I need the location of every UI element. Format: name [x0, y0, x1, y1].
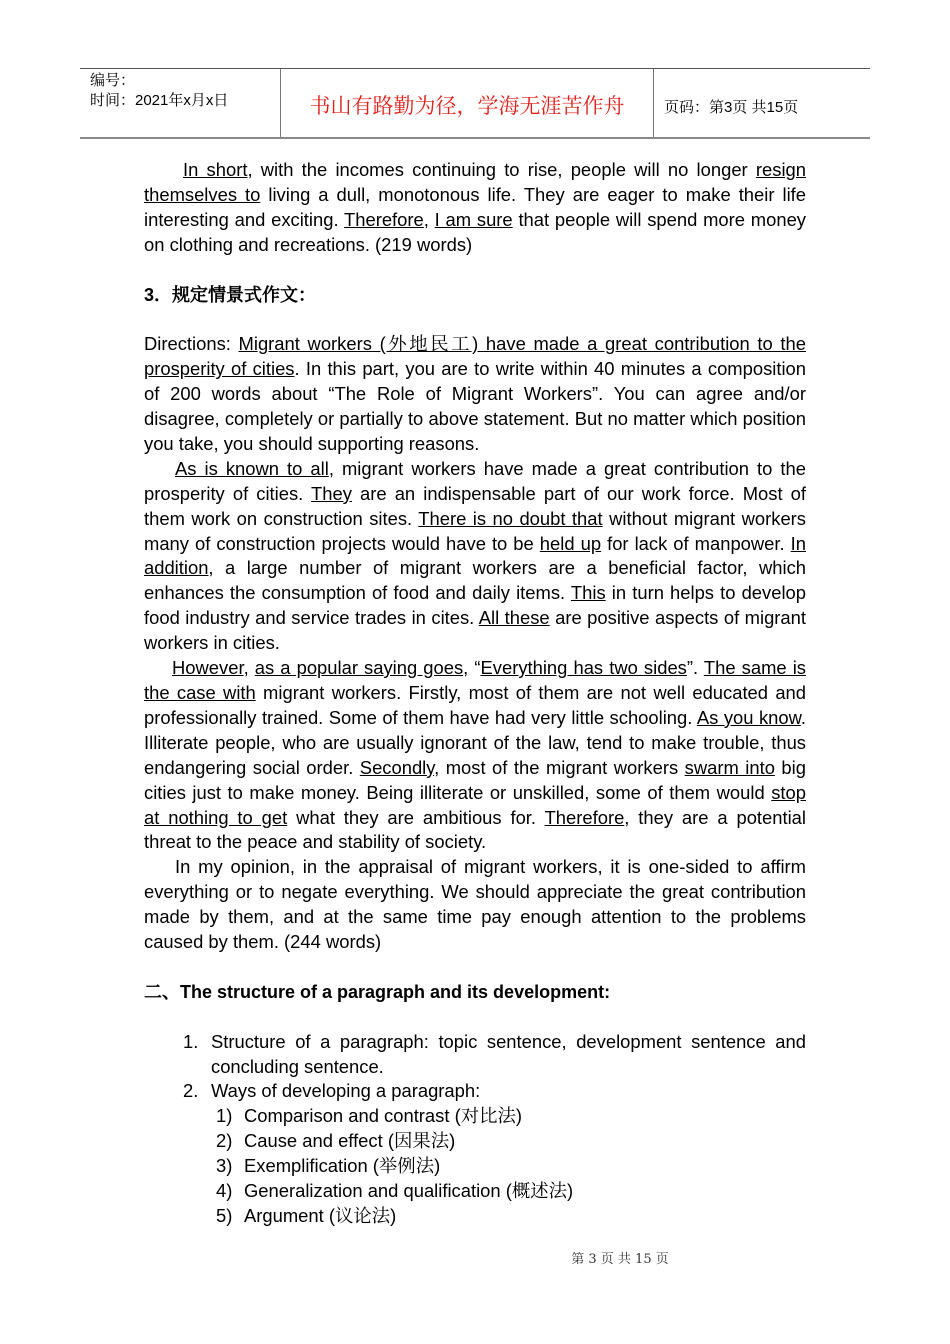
underlined-phrase: This — [570, 582, 606, 604]
paragraph — [144, 656, 806, 855]
underlined-phrase: I am sure — [434, 208, 513, 230]
text-run: are an indispensable part of our work force. Most of them work on construction sites. — [144, 482, 806, 529]
text-run: 二、The structure of a paragraph and its development: — [144, 981, 611, 1002]
text-run: ”. — [686, 657, 704, 679]
list-text: Exemplification (举例法) — [244, 1155, 441, 1177]
underlined-phrase: There is no doubt that — [418, 507, 603, 529]
document-body — [144, 158, 806, 1229]
text-run: big cities just to make money. Being illiterate or unskilled, some of them would — [144, 756, 806, 803]
text-run: are positive aspects of migrant workers in cities. — [144, 607, 806, 654]
underlined-phrase: resign themselves to — [144, 159, 806, 205]
list-item — [144, 1079, 806, 1104]
list-text: Structure of a paragraph: topic sentence, development sentence and concluding sentence. — [211, 1030, 806, 1077]
underlined-phrase: All these — [478, 607, 550, 629]
text-run: for lack of manpower. — [601, 532, 791, 554]
text-run: , with the incomes continuing to rise, people will no longer — [247, 159, 756, 180]
text-run: , migrant workers have made a great contribution to the prosperity of cities. — [144, 457, 806, 504]
underlined-phrase: Secondly — [359, 756, 435, 778]
underlined-phrase: In addition — [144, 532, 806, 579]
page-footer: 第 3 页 共 15 页 — [571, 1252, 669, 1267]
underlined-phrase: Therefore — [544, 806, 625, 828]
list-number: 2) — [216, 1130, 233, 1152]
list-number: 4) — [216, 1180, 233, 1202]
list-number: 1) — [216, 1105, 233, 1127]
header-motto: 书山有路勤为径，学海无涯苦作舟 — [281, 69, 654, 137]
header-info-cell — [80, 69, 281, 137]
list-item — [144, 1030, 806, 1080]
text-run: living a dull, monotonous life. They are eager to make their life interesting and exciting. — [144, 183, 806, 230]
text-run: . In this part, you are to write within 40 minutes a composition of 200 words about “The Role of Migrant Workers”. You can agree and/or disagree, completely or partially to above statement. But no matter which position you take, you should supporting reasons. — [144, 358, 807, 454]
text-run: without migrant workers many of construction projects would have to be — [144, 507, 806, 554]
text-run: , a large number of migrant workers are a beneficial factor, which enhances the consumption of food and daily items. — [144, 557, 806, 604]
text-run: 3．规定情景式作文： — [144, 284, 317, 305]
section-heading — [144, 283, 806, 308]
text-run: migrant workers. Firstly, most of them are not well educated and professionally trained. Some of them have had very little schooling. — [144, 682, 807, 728]
list-number: 5) — [216, 1205, 233, 1226]
underlined-phrase: held up — [539, 532, 602, 554]
list-number: 1. — [183, 1030, 199, 1052]
header-page-label: 页码：第3页 共15页 — [664, 98, 799, 116]
list-text: Cause and effect (因果法) — [244, 1130, 456, 1152]
text-run: , they are a potential threat to the peace and stability of society. — [144, 806, 806, 853]
text-run: In my opinion, in the appraisal of migrant workers, it is one-sided to affirm everything or to negate everything. We should appreciate the great contribution made by them, and at the same time pay enough attention to the problems caused by them. (244 words) — [144, 856, 806, 953]
list-text: Ways of developing a paragraph: — [211, 1080, 481, 1102]
blank-line — [144, 1005, 806, 1030]
underlined-phrase: Therefore — [344, 208, 424, 230]
number-label: 编号： — [90, 72, 136, 89]
underlined-phrase: Everything has two sides — [480, 657, 687, 679]
text-run: that people will spend more money on clothing and recreations. (219 words) — [144, 208, 806, 255]
underlined-phrase: stop at nothing to get — [144, 781, 806, 828]
list-item — [144, 1154, 806, 1179]
paragraph — [144, 332, 806, 457]
list-text: Comparison and contrast (对比法) — [244, 1105, 522, 1127]
text-run: in turn helps to develop food industry and service trades in cites. — [144, 582, 807, 629]
underlined-phrase: As is known to all — [175, 457, 329, 479]
blank-line — [144, 258, 806, 283]
underlined-phrase: However — [172, 657, 244, 679]
paragraph — [144, 855, 806, 955]
page-header-table — [80, 68, 870, 139]
text-run: , — [243, 657, 255, 679]
text-run: what they are ambitious for. — [287, 806, 545, 828]
text-run: Directions: — [144, 333, 239, 355]
section-heading — [144, 980, 806, 1005]
paragraph — [144, 457, 806, 656]
time-label: 时间：2021年x月x日 — [90, 92, 229, 109]
list-item — [144, 1179, 806, 1204]
underlined-phrase: Migrant workers (外地民工) have made a great contribution to the prosperity of cities — [144, 333, 806, 380]
text-run: , — [423, 208, 435, 230]
numbered-list — [144, 1030, 806, 1229]
list-number: 3) — [216, 1155, 233, 1177]
text-run: , “ — [463, 657, 481, 679]
underlined-phrase: They — [311, 482, 352, 504]
list-number: 2. — [183, 1080, 199, 1102]
underlined-phrase: as a popular saying goes — [254, 657, 464, 679]
list-text: Argument (议论法) — [244, 1205, 397, 1226]
list-text: Generalization and qualification (概述法) — [244, 1180, 574, 1202]
blank-line — [144, 955, 806, 980]
text-run: , most of the migrant workers — [434, 756, 685, 778]
list-item — [144, 1129, 806, 1154]
blank-line — [144, 307, 806, 332]
text-run: . Illiterate people, who are usually ignorant of the law, tend to make trouble, thus endangering social order. — [144, 706, 807, 778]
paragraph — [144, 158, 806, 258]
underlined-phrase: In short — [183, 159, 248, 180]
list-item — [144, 1104, 806, 1129]
underlined-phrase: As you know — [696, 706, 801, 728]
underlined-phrase: swarm into — [684, 756, 775, 778]
underlined-phrase: The same is the case with — [144, 657, 806, 703]
list-item — [144, 1204, 806, 1229]
